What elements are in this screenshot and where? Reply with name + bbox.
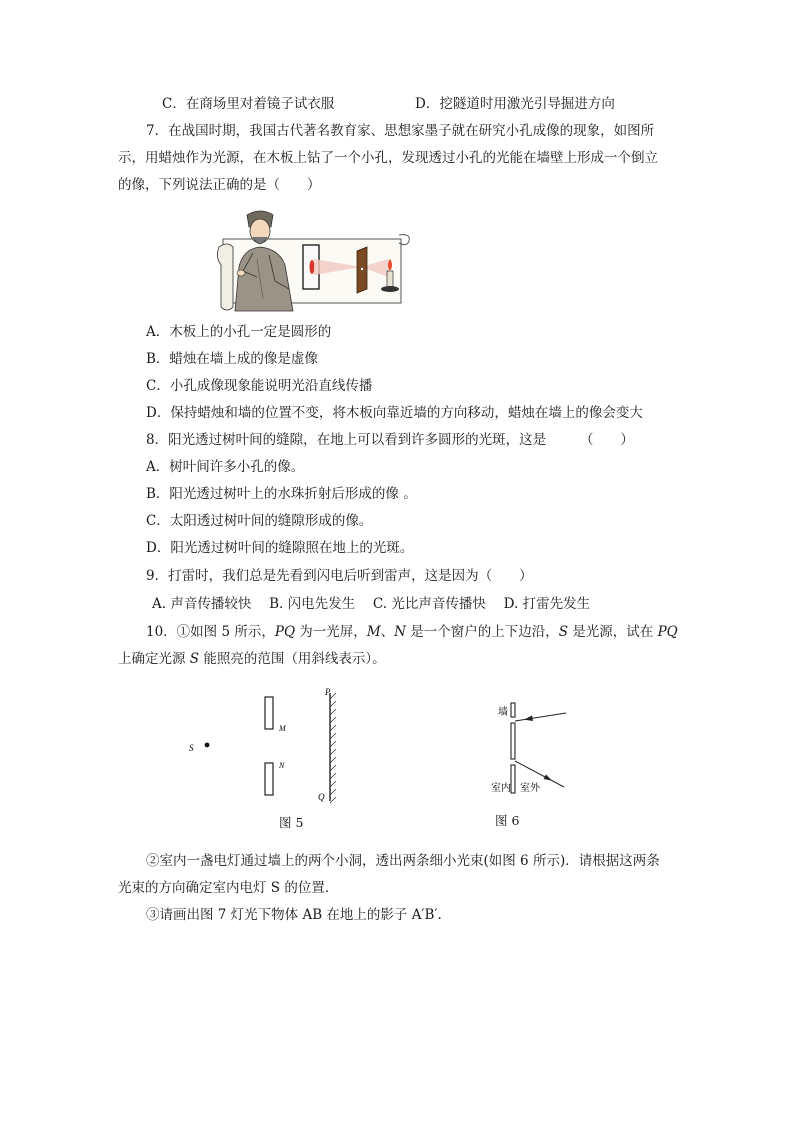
fig6-label-indoor: 室内 xyxy=(491,783,511,794)
q10-line2: 上确定光源 S 能照亮的范围（用斜线表示）。 xyxy=(118,651,386,667)
arrowhead-lower xyxy=(544,775,553,781)
window-upper-edge xyxy=(265,697,273,729)
q10-line1: 10．①如图 5 所示，PQ 为一光屏，M、N 是一个窗户的上下边沿，S 是光源，试在 PQ xyxy=(146,624,678,640)
screen-hatch xyxy=(330,693,336,803)
fig5-label-m: M xyxy=(279,724,286,733)
q7-stem-line3: 的像，下列说法正确的是（ ） xyxy=(118,177,321,193)
q7-stem-line2: 示，用蜡烛作为光源，在木板上钻了一个小孔，发现透过小孔的光能在墙壁上形成一个倒立 xyxy=(118,150,658,166)
wall-segment-middle xyxy=(511,723,515,759)
fig5-label-p: P xyxy=(325,687,331,697)
q7-option-a: A．木板上的小孔一定是圆形的 xyxy=(146,324,332,340)
figure-5-diagram xyxy=(185,685,355,805)
q10-part2-line2: 光束的方向确定室内电灯 S 的位置． xyxy=(118,880,339,896)
fig6-label-wall: 墙 xyxy=(498,707,508,718)
wall-segment-bottom xyxy=(511,765,515,793)
q9-stem: 9．打雷时，我们总是先看到闪电后听到雷声，这是因为（ ） xyxy=(146,568,533,584)
q8-option-c: C．太阳透过树叶间的缝隙形成的像。 xyxy=(146,513,373,529)
q6-option-d: D．挖隧道时用激光引导掘进方向 xyxy=(415,96,615,112)
fig5-label-q: Q xyxy=(318,792,325,802)
light-source-dot xyxy=(205,743,210,748)
figure-5-caption: 图 5 xyxy=(279,815,304,830)
q7-option-d: D．保持蜡烛和墙的位置不变，将木板向靠近墙的方向移动，蜡烛在墙上的像会变大 xyxy=(146,405,643,421)
figure-6-diagram xyxy=(490,695,580,800)
mozi-pinhole-illustration xyxy=(213,207,413,317)
q7-option-c: C．小孔成像现象能说明光沿直线传播 xyxy=(146,378,373,394)
window-lower-edge xyxy=(265,763,273,795)
q10-part3: ③请画出图 7 灯光下物体 AB 在地上的影子 A′B′. xyxy=(146,907,442,923)
q9-options: A. 声音传播较快 B. 闪电先发生 C. 光比声音传播快 D. 打雷先发生 xyxy=(152,596,591,612)
q8-option-d: D．阳光透过树叶间的缝隙照在地上的光斑。 xyxy=(146,540,414,556)
q8-stem: 8．阳光透过树叶间的缝隙，在地上可以看到许多圆形的光斑，这是 （ ） xyxy=(146,432,634,448)
q8-option-a: A．树叶间许多小孔的像。 xyxy=(146,459,305,475)
q7-option-b: B．蜡烛在墙上成的像是虚像 xyxy=(146,351,318,367)
fig5-label-s: S xyxy=(189,743,194,753)
wall-segment-top xyxy=(511,703,515,717)
figure-6-caption: 图 6 xyxy=(495,813,520,828)
q7-stem-line1: 7．在战国时期，我国古代著名教育家、思想家墨子就在研究小孔成像的现象，如图所 xyxy=(146,123,655,139)
fig6-label-outdoor: 室外 xyxy=(520,783,540,794)
q8-option-b: B．阳光透过树叶上的水珠折射后形成的像 。 xyxy=(146,486,417,502)
q6-option-c: C．在商场里对着镜子试衣服 xyxy=(162,96,335,112)
arrowhead-upper xyxy=(524,716,533,722)
light-beam-upper xyxy=(515,713,566,721)
fig5-label-n: N xyxy=(279,761,285,770)
q10-part2-line1: ②室内一盏电灯通过墙上的两个小洞，透出两条细小光束(如图 6 所示)．请根据这两条 xyxy=(146,853,660,869)
